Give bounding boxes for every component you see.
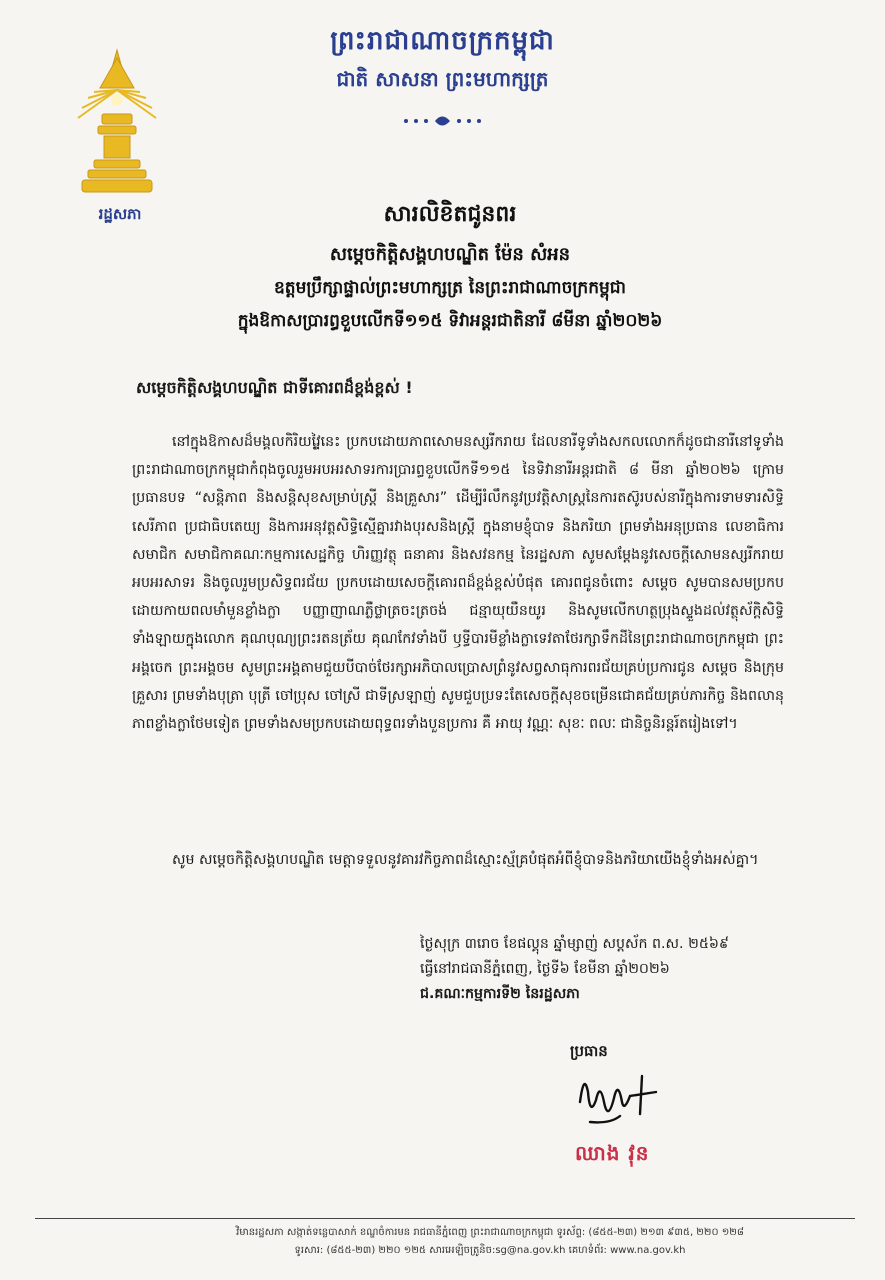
signatory-name-stamp: ឈាង វុន	[575, 1141, 650, 1165]
national-motto: ជាតិ សាសនា ព្រះមហាក្សត្រ	[336, 67, 549, 91]
letter-body: នៅក្នុងឱកាសដ៏មង្គលកិរិយវ្ថៃ្ងនេះ ប្រកបដោយភាពសោមនស្សរីករាយ ដែលនារីទូទាំងសកលលោកក៏ដូចជានារីនៅទូទាំងព្រះរាជាណាចក្រកម្ពុជាកំពុងចូលរួមអបអរសាទរការប្រារព្ធខួបលើកទី១១៥ នៃទិវានារីអន្តរជាតិ ៨ មីនា ឆ្នាំ២០២៦ ក្រោមប្រធានបទ “សន្តិភាព និងសន្តិសុខសម្រាប់ស្ត្រី និងគ្រួសារ” ដើម្បីរំលឹកនូវប្រវត្តិសាស្ត្រនៃការតស៊ូរបស់នារីក្នុងការទាមទារសិទ្ធិ សេរីភាព ប្រជាធិបតេយ្យ និងការអនុវត្តសិទ្ធិស្មើគ្នារវាងបុរសនិងស្ត្រី ក្នុងនាមខ្ញុំបាទ និងភរិយា ព្រមទាំងអនុប្រធាន លេខាធិការ សមាជិក សមាជិកាគណៈកម្មការសេដ្ឋកិច្ច ហិរញ្ញវត្ថុ ធនាគារ និងសវនកម្ម នៃរដ្ឋសភា សូមសម្តែងនូវសេចក្តីសោមនស្សរីករាយ អបអរសាទរ និងចូលរួមប្រសិទ្ធពរជ័យ ប្រកបដោយសេចក្តីគោរពដ៏ខ្ពង់ខ្ពស់បំផុត គោរពជូនចំពោះ សម្តេច សូមបានសមប្រកបដោយកាយពលមាំមួនខ្លាំងក្លា បញ្ញាញាណភ្លឺថ្លាត្រចះត្រចង់ ជន្មាយុយឺនយូរ និងសូមលើកហត្ថប្រុងស្ទួងដល់វត្ថុស័ក្តិសិទ្ធិទាំងឡាយក្នុងលោក គុណបុណ្យព្រះរតនត្រ័យ គុណកែវទាំងបី ឫទ្ធីបារមីខ្លាំងក្លាទេវតាថែរក្សាទឹកដីនៃព្រះរាជាណាចក្រកម្ពុជា ព្រះអង្គចេក ព្រះអង្គចម សូមព្រះអង្គតាមជួយបីបាច់ថែរក្សាអភិបាលប្រោសព្រំនូវសព្វសាធុការពរជ័យគ្រប់ប្រការជូន សម្តេច និងក្រុមគ្រួសារ ព្រមទាំងបុត្រា បុត្រី ចៅប្រុស ចៅស្រី ជាទីស្រឡាញ់ សូមជួបប្រទះតែសេចក្តីសុខចម្រើនជោគជ័យគ្រប់ភារកិច្ច និងពលានុភាពខ្លាំងក្លាថែមទៀត ព្រមទាំងសមប្រកបដោយពុទ្ធពរទាំងបួនប្រការ គឺ អាយុ វណ្ណៈ សុខៈ ពលៈ ជានិច្ចនិរន្តរ៍តរៀងទៅ។	[132, 434, 784, 733]
recipient-name: សម្តេចកិត្តិសង្គហបណ្ឌិត ម៉ែន សំអន	[329, 244, 571, 265]
letter-title-block	[80, 200, 820, 335]
lunar-date: ថ្ងៃសុក្រ ៣រោច ខែផល្គុន ឆ្នាំម្សាញ់ សប្តស័ក ព.ស. ២៥៦៩	[420, 936, 729, 952]
letter-title: សារលិខិតជូនពរ	[383, 202, 517, 227]
institution-name: រដ្ឋសភា	[98, 205, 142, 223]
footer-contact	[130, 1224, 850, 1260]
place-date: ធ្វើនៅរាជធានីភ្នំពេញ, ថ្ងៃទី៦ ខែមីនា ឆ្នាំ២០២៦	[420, 961, 670, 977]
letter-closing: សូម សម្តេចកិត្តិសង្គហបណ្ឌិត មេត្តាទទួលនូវគារវកិច្ចភាពដ៏ស្មោះស្ម័គ្របំផុតអំពីខ្ញុំបាទនិងភរិយាយើងខ្ញុំទាំងអស់គ្នា។	[172, 852, 759, 868]
signatory-position: ប្រធាន	[570, 1042, 608, 1060]
signatory-organization: ជ.គណៈកម្មការទី២ នៃរដ្ឋសភា	[420, 986, 580, 1002]
footer-divider	[35, 1218, 855, 1219]
occasion: ក្នុងឱកាសប្រារព្ធខួបលើកទី១១៥ ទិវាអន្តរជាតិនារី ៨មីនា ឆ្នាំ២០២៦	[237, 311, 663, 331]
salutation: សម្តេចកិត្តិសង្គហបណ្ឌិត ជាទីគោរពដ៏ខ្ពង់ខ្ពស់ !	[136, 378, 413, 397]
footer-address: វិមានរដ្ឋសភា សង្កាត់ទន្លេបាសាក់ ខណ្ឌចំការមន រាជធានីភ្នំពេញ ព្រះរាជាណាចក្រកម្ពុជា ទូរស័ព្ទ: (៨៥៥-២៣) ២១៣ ៩៣៥, ២២០ ១២៨	[236, 1227, 744, 1238]
handwritten-signature-icon	[560, 1062, 700, 1132]
recipient-position: ឧត្តមប្រឹក្សាផ្ទាល់ព្រះមហាក្សត្រ នៃព្រះរាជាណាចក្រកម្ពុជា	[274, 278, 626, 298]
kingdom-name: ព្រះរាជាណាចក្រកម្ពុជា	[330, 26, 555, 56]
ornament-divider-icon	[400, 112, 485, 130]
footer-contact-info: ទូរសារ: (៨៥៥-២៣) ២២០ ១២៥ សារអេឡិចត្រូនិច:sg@na.gov.kh គេហទំព័រ: www.na.gov.kh	[294, 1245, 686, 1256]
date-block	[420, 932, 800, 1007]
